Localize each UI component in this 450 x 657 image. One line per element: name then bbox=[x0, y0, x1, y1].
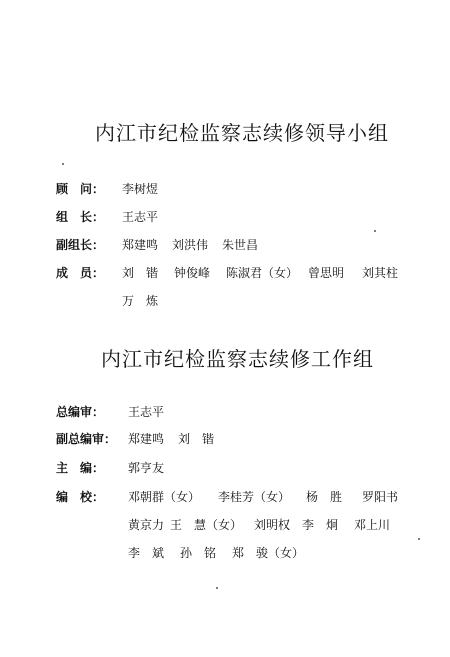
role-label: 副组长： bbox=[56, 238, 105, 252]
role-label: 组 长： bbox=[56, 210, 105, 224]
role-label: 编 校： bbox=[56, 490, 105, 504]
member-name: 王 慧（女） bbox=[170, 518, 243, 532]
member-name: 刘 锴 bbox=[122, 266, 159, 280]
member-name: 陈淑君（女） bbox=[226, 266, 299, 280]
role-label: 主 编： bbox=[56, 461, 105, 475]
member-name: 李 斌 bbox=[128, 546, 165, 560]
leadership-group-title: 内江市纪检监察志续修领导小组 bbox=[95, 121, 389, 145]
role-label: 副总编审： bbox=[56, 432, 117, 446]
member-name: 邓上川 bbox=[354, 518, 391, 532]
member-name: 郑 骏（女） bbox=[232, 546, 305, 560]
work-group-title: 内江市纪检监察志续修工作组 bbox=[101, 347, 374, 371]
role-label: 顾 问： bbox=[56, 182, 105, 196]
member-name: 李树煜 bbox=[122, 182, 159, 196]
member-name: 王志平 bbox=[122, 210, 159, 224]
member-name: 罗阳书 bbox=[362, 490, 399, 504]
member-name: 杨 胜 bbox=[306, 490, 343, 504]
role-label: 总编审： bbox=[56, 405, 105, 419]
scan-speck bbox=[62, 163, 64, 165]
member-name: 李桂芳（女） bbox=[218, 490, 291, 504]
member-name: 曾思明 bbox=[308, 266, 345, 280]
member-name: 黄京力 bbox=[128, 518, 165, 532]
member-name: 刘其柱 bbox=[362, 266, 399, 280]
member-name: 钟俊峰 bbox=[174, 266, 211, 280]
member-name: 王志平 bbox=[128, 405, 165, 419]
member-name: 万 炼 bbox=[122, 294, 159, 308]
member-name: 刘 锴 bbox=[178, 432, 215, 446]
scan-speck bbox=[374, 230, 376, 232]
member-name: 刘明权 bbox=[254, 518, 291, 532]
role-label: 成 员： bbox=[56, 266, 105, 280]
member-name: 邓朝群（女） bbox=[128, 490, 201, 504]
member-name: 朱世昌 bbox=[222, 238, 259, 252]
member-name: 李 炯 bbox=[302, 518, 339, 532]
member-name: 孙 铭 bbox=[180, 546, 217, 560]
member-name: 郭亨友 bbox=[128, 461, 165, 475]
member-name: 刘洪伟 bbox=[172, 238, 209, 252]
member-name: 郑建鸣 bbox=[122, 238, 159, 252]
scan-speck bbox=[418, 538, 420, 540]
member-name: 郑建鸣 bbox=[128, 432, 165, 446]
scan-speck bbox=[216, 587, 218, 589]
